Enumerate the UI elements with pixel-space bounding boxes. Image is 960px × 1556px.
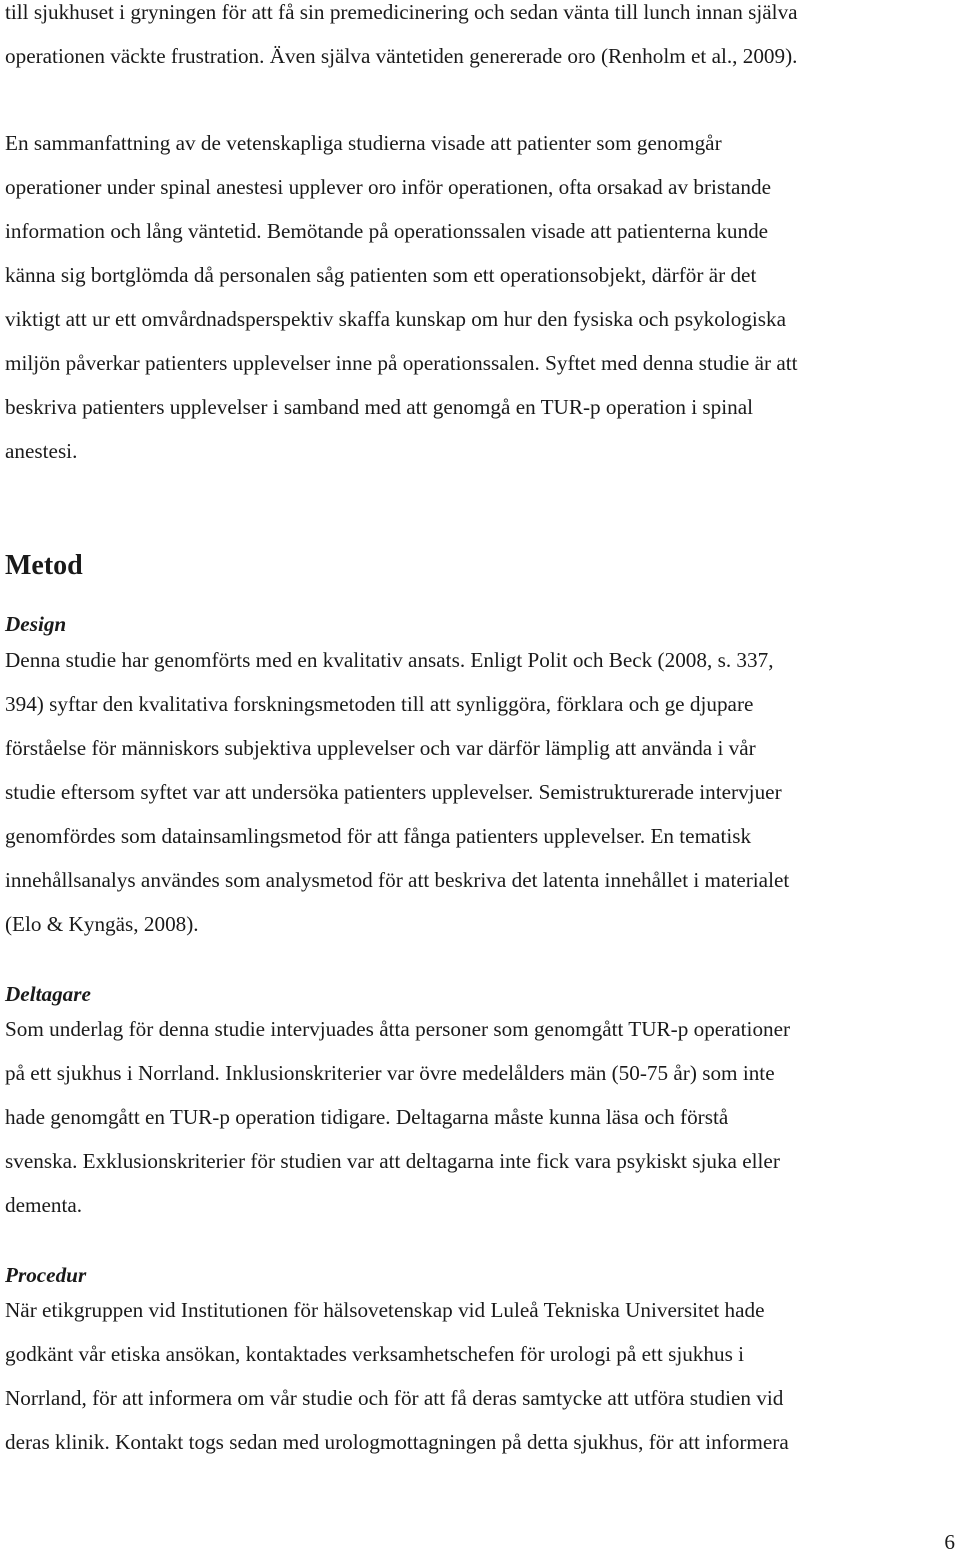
paragraph-line: anestesi. [5, 439, 78, 463]
paragraph-line: operationen väckte frustration. Även själva väntetiden genererade oro (Renholm et al., 2009). [5, 44, 798, 68]
paragraph-line: viktigt att ur ett omvårdnadsperspektiv skaffa kunskap om hur den fysiska och psykologiska [5, 307, 787, 331]
paragraph-line: på ett sjukhus i Norrland. Inklusionskriterier var övre medelålders män (50-75 år) som inte [5, 1061, 775, 1085]
paragraph-line: operationer under spinal anestesi upplever oro inför operationen, ofta orsakad av bristande [5, 175, 772, 199]
paragraph-line: genomfördes som datainsamlingsmetod för att fånga patienters upplevelser. En tematisk [5, 824, 752, 848]
paragraph-line: godkänt vår etiska ansökan, kontaktades verksamhetschefen för urologi på ett sjukhus i [5, 1342, 745, 1366]
subsection-heading-participants: Deltagare [5, 982, 91, 1006]
paragraph-line: beskriva patienters upplevelser i samband med att genomgå en TUR-p operation i spinal [5, 395, 754, 419]
paragraph-line: miljön påverkar patienters upplevelser inne på operationssalen. Syftet med denna studie är att [5, 351, 798, 375]
paragraph-line: innehållsanalys användes som analysmetod för att beskriva det latenta innehållet i materialet [5, 868, 790, 892]
paragraph-line: 394) syftar den kvalitativa forskningsmetoden till att synliggöra, förklara och ge djupare [5, 692, 754, 716]
paragraph-line: förståelse för människors subjektiva upplevelser och var därför lämplig att använda i vår [5, 736, 756, 760]
subsection-heading-procedure: Procedur [5, 1263, 87, 1287]
paragraph-line: deras klinik. Kontakt togs sedan med urologmottagningen på detta sjukhus, för att informera [5, 1430, 789, 1454]
paragraph-line: känna sig bortglömda då personalen såg patienten som ett operationsobjekt, därför är det [5, 263, 757, 287]
paragraph-line: hade genomgått en TUR-p operation tidigare. Deltagarna måste kunna läsa och förstå [5, 1105, 729, 1129]
paragraph-line: svenska. Exklusionskriterier för studien var att deltagarna inte fick vara psykiskt sjuka eller [5, 1149, 780, 1173]
paragraph-line: Norrland, för att informera om vår studie och för att få deras samtycke att utföra studien vid [5, 1386, 784, 1410]
paragraph-line: studie eftersom syftet var att undersöka patienters upplevelser. Semistrukturerade intervjuer [5, 780, 782, 804]
paragraph-line: (Elo & Kyngäs, 2008). [5, 912, 199, 936]
paragraph-line: Denna studie har genomförts med en kvalitativ ansats. Enligt Polit och Beck (2008, s. 337, [5, 648, 774, 672]
paragraph-line: dementa. [5, 1193, 83, 1217]
paragraph-line: till sjukhuset i gryningen för att få sin premedicinering och sedan vänta till lunch innan själva [5, 0, 798, 24]
paragraph-line: information och lång väntetid. Bemötande på operationssalen visade att patienterna kunde [5, 219, 769, 243]
paragraph-line: En sammanfattning av de vetenskapliga studierna visade att patienter som genomgår [5, 131, 722, 155]
section-title: Metod [5, 550, 83, 581]
paragraph-line: Som underlag för denna studie intervjuades åtta personer som genomgått TUR-p operationer [5, 1017, 791, 1041]
subsection-heading-design: Design [5, 612, 67, 636]
page-number: 6 [944, 1530, 955, 1554]
paragraph-line: När etikgruppen vid Institutionen för hälsovetenskap vid Luleå Tekniska Universitet hade [5, 1298, 765, 1322]
